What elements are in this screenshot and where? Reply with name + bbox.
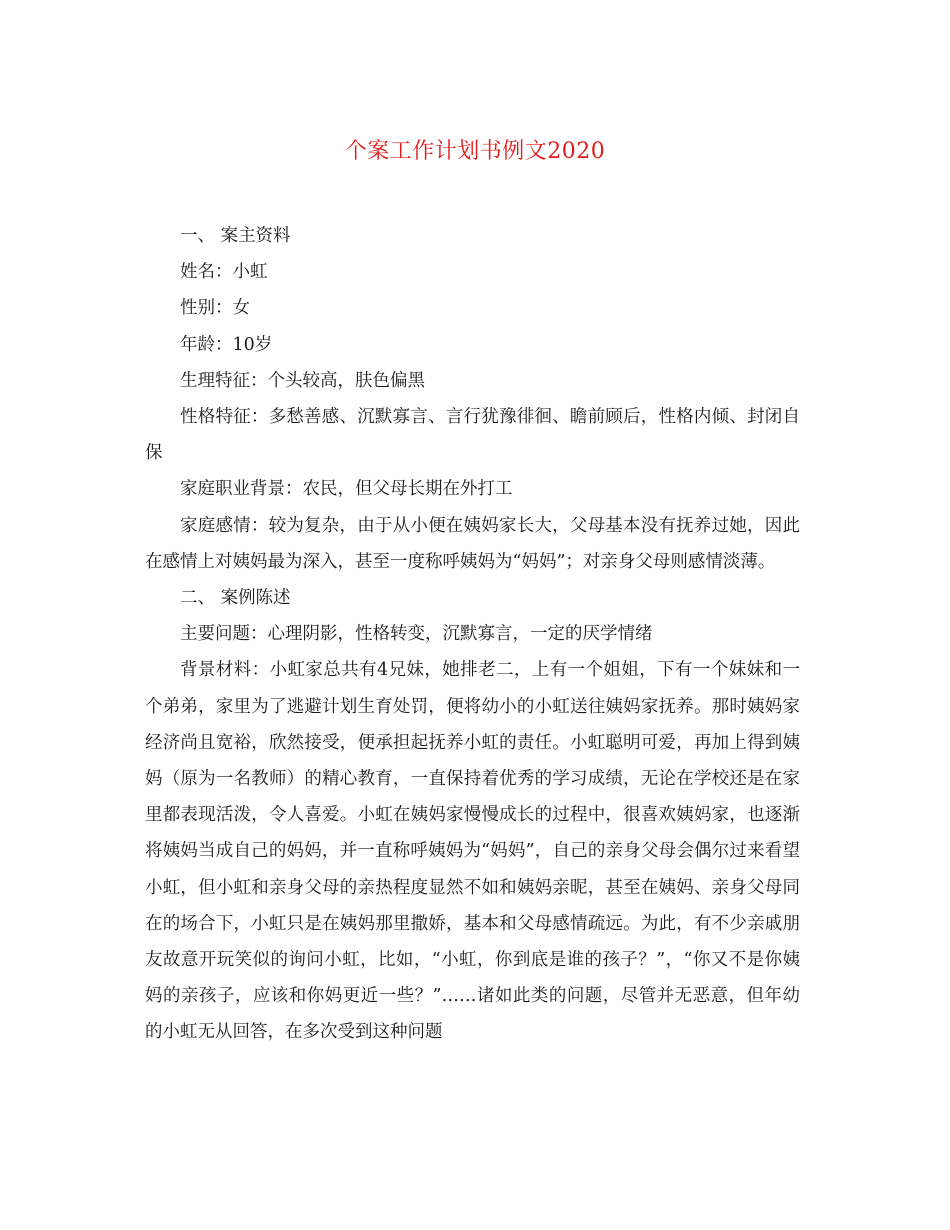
field-age: 年龄：10岁 <box>180 334 273 355</box>
document-body <box>145 218 800 1051</box>
section-heading-case-statement: 二、 案例陈述 <box>180 588 291 609</box>
field-main-problems: 主要问题：心理阴影，性格转变，沉默寡言，一定的厌学情绪 <box>180 624 653 645</box>
field-family-occupation: 家庭职业背景：农民，但父母长期在外打工 <box>180 479 513 500</box>
field-family-relationship: 家庭感情：较为复杂，由于从小便在姨妈家长大，父母基本没有抚养过她，因此在感情上对姨妈最为深入，甚至一度称呼姨妈为“妈妈”；对亲身父母则感情淡薄。 <box>145 515 800 572</box>
field-gender: 性别：女 <box>180 298 250 319</box>
field-personality-traits: 性格特征：多愁善感、沉默寡言、言行犹豫徘徊、瞻前顾后，性格内倾、封闭自保 <box>145 407 800 464</box>
field-background-material: 背景材料：小虹家总共有4兄妹，她排老二，上有一个姐姐，下有一个妹妹和一个弟弟，家里为了逃避计划生育处罚，便将幼小的小虹送往姨妈家抚养。那时姨妈家经济尚且宽裕，欣然接受，便承担起抚养小虹的责任。小虹聪明可爱，再加上得到姨妈（原为一名教师）的精心教育，一直保持着优秀的学习成绩，无论在学校还是在家里都表现活泼，令人喜爱。小虹在姨妈家慢慢成长的过程中，很喜欢姨妈家，也逐渐将姨妈当成自己的妈妈，并一直称呼姨妈为“妈妈”，自己的亲身父母会偶尔过来看望小虹，但小虹和亲身父母的亲热程度显然不如和姨妈亲昵，甚至在姨妈、亲身父母同在的场合下，小虹只是在姨妈那里撒娇，基本和父母感情疏远。为此，有不少亲戚朋友故意开玩笑似的询问小虹，比如，“小虹，你到底是谁的孩子？”，“你又不是你姨妈的亲孩子，应该和你妈更近一些？”……诸如此类的问题，尽管并无恶意，但年幼的小虹无从回答，在多次受到这种问题 <box>145 660 800 1043</box>
document-title: 个案工作计划书例文2020 <box>344 139 606 164</box>
field-physical-traits: 生理特征：个头较高，肤色偏黑 <box>180 370 425 391</box>
section-heading-case-info: 一、 案主资料 <box>180 226 291 246</box>
field-name: 姓名：小虹 <box>180 262 268 283</box>
